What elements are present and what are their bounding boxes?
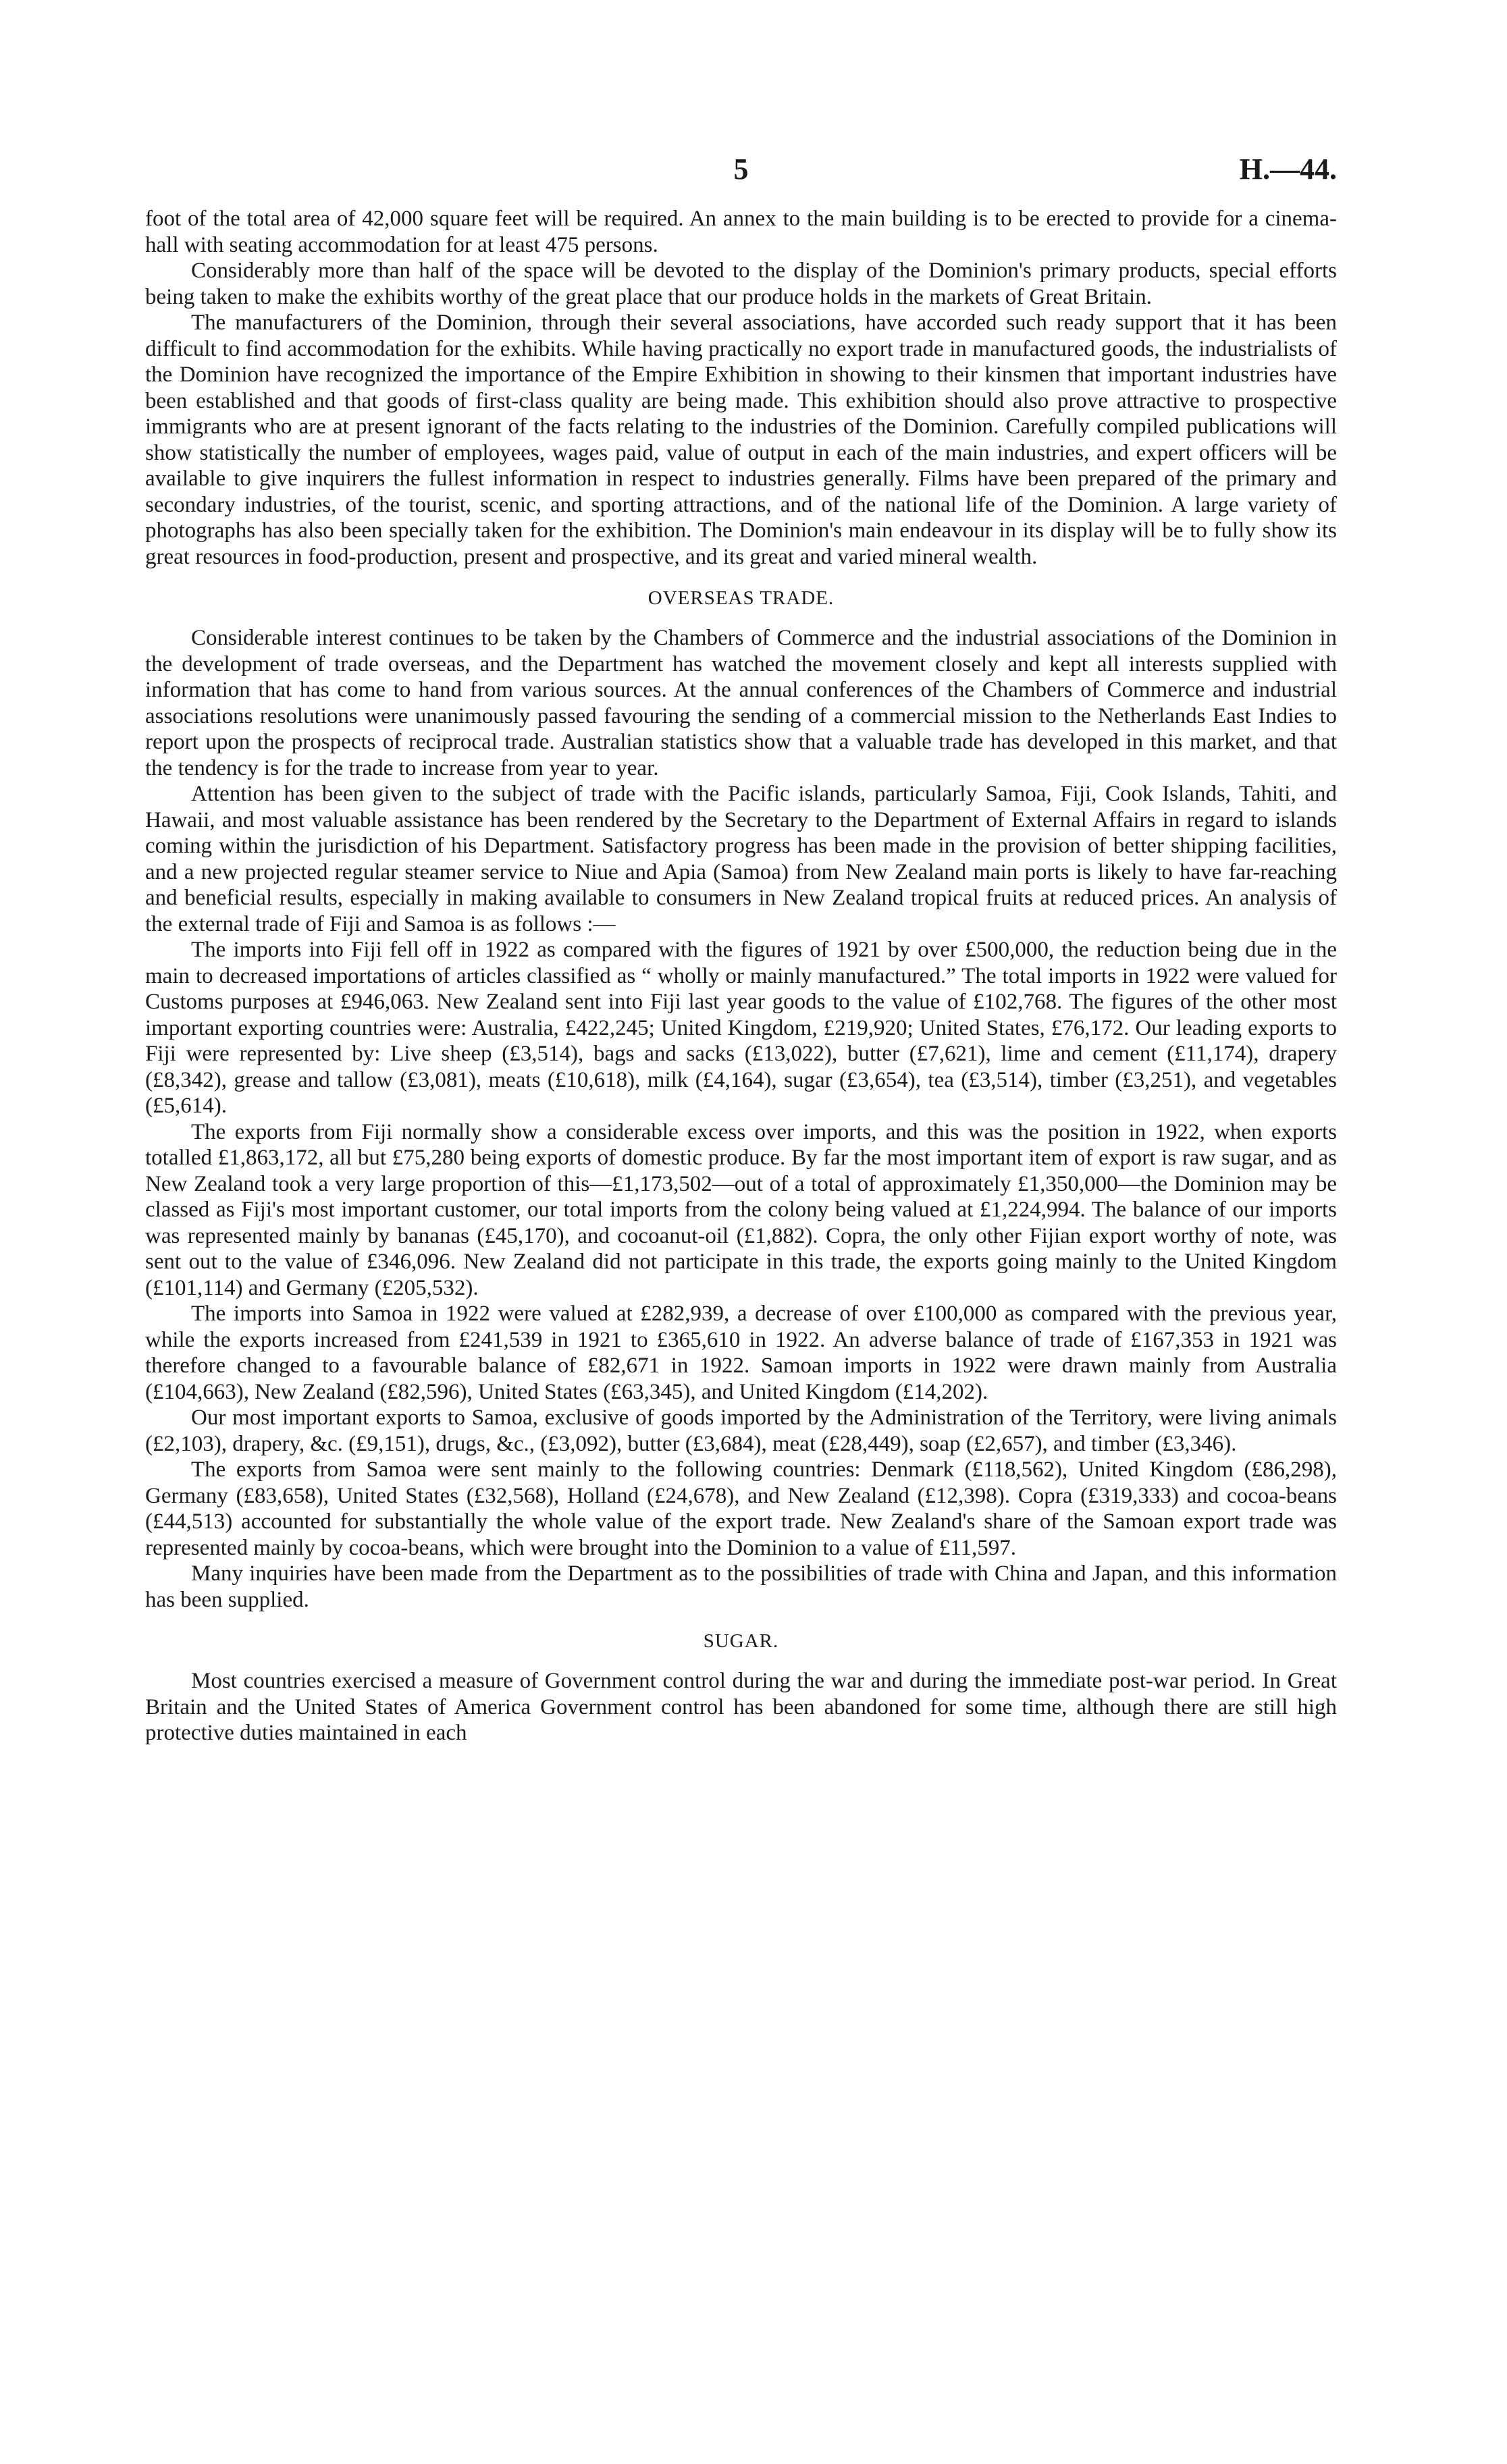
paragraph: The exports from Fiji normally show a considerable excess over imports, and this was the position in 1922, when exports totalled £1,863,172, all but £75,280 being exports of domestic produce. By far the most important item of export is raw sugar, and as New Zealand took a very large proportion of this—£1,173,502—out of a total of approximately £1,350,000—the Dominion may be classed as Fiji's most important customer, our total imports from the colony being valued at £1,224,994. The balance of our imports was represented mainly by bananas (£45,170), and cocoanut-oil (£1,882). Copra, the only other Fijian export worthy of note, was sent out to the value of £346,096. New Zealand did not participate in this trade, the exports going mainly to the United Kingdom (£101,114) and Germany (£205,532).: [145, 1119, 1337, 1300]
paragraph: Most countries exercised a measure of Government control during the war and during the immediate post-war period. In Great Britain and the United States of America Government control has been abandoned for some time, although there are still high protective duties maintained in each: [145, 1669, 1337, 1745]
paragraph: Attention has been given to the subject of trade with the Pacific islands, particularly Samoa, Fiji, Cook Islands, Tahiti, and Hawaii, and most valuable assistance has been rendered by the Secretary to the Department of External Affairs in regard to islands coming within the jurisdiction of his Department. Satisfactory progress has been made in the provision of better shipping facilities, and a new projected regular steamer service to Niue and Apia (Samoa) from New Zealand main ports is likely to have far-reaching and beneficial results, especially in making available to consumers in New Zealand tropical fruits at reduced prices. An analysis of the external trade of Fiji and Samoa is as follows :—: [145, 782, 1337, 936]
intro-section: [145, 206, 1337, 570]
paragraph: foot of the total area of 42,000 square feet will be required. An annex to the main building is to be erected to provide for a cinema-hall with seating accommodation for at least 475 persons.: [145, 207, 1337, 257]
document-code: H.—44.: [1239, 153, 1337, 186]
paragraph: Our most important exports to Samoa, exclusive of goods imported by the Administration of the Territory, were living animals (£2,103), drapery, &c. (£9,151), drugs, &c., (£3,092), butter (£3,684), meat (£28,449), soap (£2,657), and timber (£3,346).: [145, 1405, 1337, 1456]
overseas-trade-section: [145, 585, 1337, 1613]
sugar-section: [145, 1628, 1337, 1746]
paragraph: Considerably more than half of the space will be devoted to the display of the Dominion's primary products, special efforts being taken to make the exhibits worthy of the great place that our produce holds in the markets of Great Britain.: [145, 259, 1337, 309]
page-header: [145, 152, 1337, 206]
paragraph: The imports into Samoa in 1922 were valued at £282,939, a decrease of over £100,000 as compared with the previous year, while the exports increased from £241,539 in 1921 to £365,610 in 1922. An adverse balance of trade of £167,353 in 1921 was therefore changed to a favourable balance of £82,671 in 1922. Samoan imports in 1922 were drawn mainly from Australia (£104,663), New Zealand (£82,596), United States (£63,345), and United Kingdom (£14,202).: [145, 1302, 1337, 1404]
page-number: 5: [733, 153, 749, 186]
paragraph: Many inquiries have been made from the Department as to the possibilities of trade with China and Japan, and this information has been supplied.: [145, 1561, 1337, 1612]
paragraph: The imports into Fiji fell off in 1922 as compared with the figures of 1921 by over £500,000, the reduction being due in the main to decreased importations of articles classified as “ wholly or mainly manufactured.” The total imports in 1922 were valued for Customs purposes at £946,063. New Zealand sent into Fiji last year goods to the value of £102,768. The figures of the other most important exporting countries were: Australia, £422,245; United Kingdom, £219,920; United States, £76,172. Our leading exports to Fiji were represented by: Live sheep (£3,514), bags and sacks (£13,022), butter (£7,621), lime and cement (£11,174), drapery (£8,342), grease and tallow (£3,081), meats (£10,618), milk (£4,164), sugar (£3,654), tea (£3,514), timber (£3,251), and vegetables (£5,614).: [145, 938, 1337, 1118]
paragraph: Considerable interest continues to be taken by the Chambers of Commerce and the industrial associations of the Dominion in the development of trade overseas, and the Department has watched the movement closely and kept all interests supplied with information that has come to hand from various sources. At the annual conferences of the Chambers of Commerce and industrial associations resolutions were unanimously passed favouring the sending of a commercial mission to the Netherlands East Indies to report upon the prospects of reciprocal trade. Australian statistics show that a valuable trade has developed in this market, and that the tendency is for the trade to increase from year to year.: [145, 626, 1337, 780]
section-heading-overseas-trade: OVERSEAS TRADE.: [647, 587, 835, 609]
section-heading-sugar: SUGAR.: [703, 1630, 779, 1652]
paragraph: The exports from Samoa were sent mainly to the following countries: Denmark (£118,562), United Kingdom (£86,298), Germany (£83,658), United States (£32,568), Holland (£24,678), and New Zealand (£12,398). Copra (£319,333) and cocoa-beans (£44,513) accounted for substantially the whole value of the export trade. New Zealand's share of the Samoan export trade was represented mainly by cocoa-beans, which were brought into the Dominion to a value of £11,597.: [145, 1457, 1337, 1560]
paragraph: The manufacturers of the Dominion, through their several associations, have accorded such ready support that it has been difficult to find accommodation for the exhibits. While having practically no export trade in manufactured goods, the industrialists of the Dominion have recognized the importance of the Empire Exhibition in showing to their kinsmen that important industries have been established and that goods of first-class quality are being made. This exhibition should also prove attractive to prospective immigrants who are at present ignorant of the facts relating to the industries of the Dominion. Carefully compiled publications will show statistically the number of employees, wages paid, value of output in each of the main industries, and expert officers will be available to give inquirers the fullest information in respect to industries generally. Films have been prepared of the primary and secondary industries, of the tourist, scenic, and sporting attractions, and of the national life of the Dominion. A large variety of photographs has also been specially taken for the exhibition. The Dominion's main endeavour in its display will be to fully show its great resources in food-production, present and prospective, and its great and varied mineral wealth.: [145, 311, 1337, 569]
document-page: [145, 152, 1337, 1746]
